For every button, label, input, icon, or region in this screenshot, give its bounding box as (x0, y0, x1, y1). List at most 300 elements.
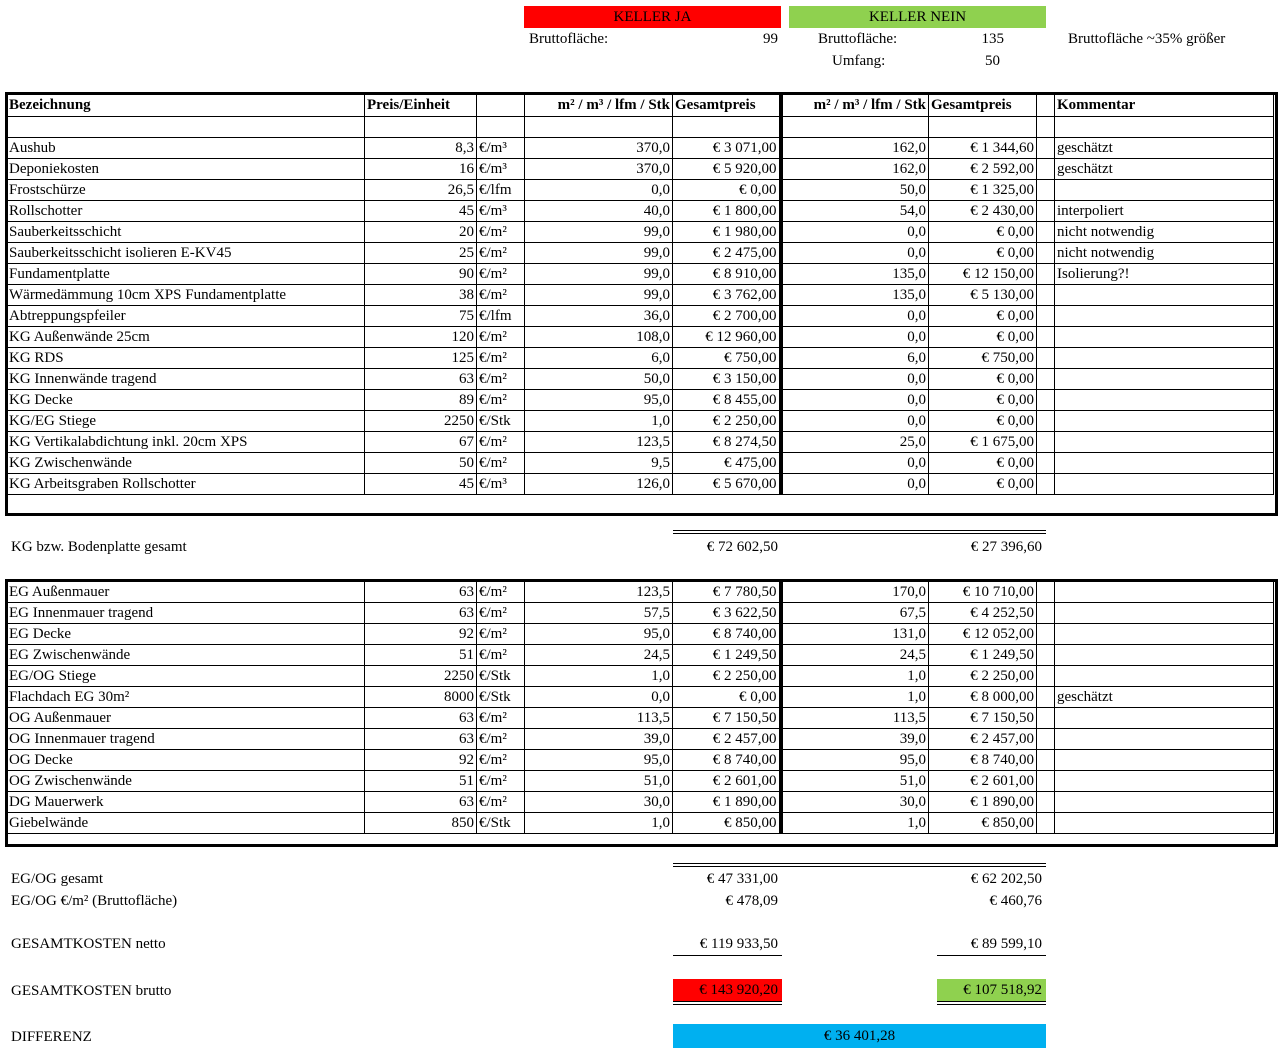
eg-cost-table (6, 581, 1274, 834)
cell-gesamt-nein: € 12 052,00 (929, 624, 1037, 645)
cell-unit: €/m² (477, 327, 525, 348)
cell-gesamt-nein: € 0,00 (929, 243, 1037, 264)
cell-gesamt-nein: € 0,00 (929, 327, 1037, 348)
cell-spacer (1037, 645, 1055, 666)
cell-menge-ja: 1,0 (525, 411, 673, 432)
cell-kommentar (1055, 453, 1274, 474)
cell-gesamt-ja: € 8 455,00 (673, 390, 781, 411)
brutto-label: GESAMTKOSTEN brutto (11, 983, 172, 999)
eg-per-m2-label: EG/OG €/m² (Bruttofläche) (11, 893, 178, 909)
cell-bezeichnung: Flachdach EG 30m² (7, 687, 365, 708)
table-row (7, 708, 1274, 729)
cell-gesamt-nein: € 850,00 (929, 813, 1037, 834)
table-row (7, 390, 1274, 411)
cell-preis: 90 (365, 264, 477, 285)
keller-nein-label: KELLER NEIN (868, 9, 967, 25)
differenz-label: DIFFERENZ (11, 1029, 92, 1045)
cell-bezeichnung: Sauberkeitsschicht isolieren E-KV45 (7, 243, 365, 264)
cell-gesamt-nein: € 2 430,00 (929, 201, 1037, 222)
cell-gesamt-ja: € 1 249,50 (673, 645, 781, 666)
cell-gesamt-nein: € 4 252,50 (929, 603, 1037, 624)
cell-menge-nein: 67,5 (781, 603, 929, 624)
cell-spacer (1037, 813, 1055, 834)
cell-preis: 51 (365, 645, 477, 666)
cell-gesamt-nein: € 2 250,00 (929, 666, 1037, 687)
cell-unit: €/m² (477, 285, 525, 306)
cell-menge-ja: 370,0 (525, 159, 673, 180)
nein-bruttoflaeche-label: Bruttofläche: (818, 31, 898, 47)
cell-bezeichnung: EG Decke (7, 624, 365, 645)
cell-unit: €/Stk (477, 813, 525, 834)
cell-menge-nein: 162,0 (781, 159, 929, 180)
cell-preis: 8,3 (365, 138, 477, 159)
cell-bezeichnung: Sauberkeitsschicht (7, 222, 365, 243)
cell-unit: €/m³ (477, 201, 525, 222)
cell-kommentar: Isolierung?! (1055, 264, 1274, 285)
cell-preis: 850 (365, 813, 477, 834)
table-row (7, 348, 1274, 369)
bruttoflaeche-note: Bruttofläche ~35% größer (1068, 31, 1226, 47)
cell-menge-ja: 0,0 (525, 180, 673, 201)
cell-gesamt-nein: € 8 740,00 (929, 750, 1037, 771)
cell-menge-ja: 9,5 (525, 453, 673, 474)
cell-gesamt-nein: € 0,00 (929, 222, 1037, 243)
cell-preis: 63 (365, 369, 477, 390)
cell-kommentar (1055, 792, 1274, 813)
cell-unit: €/m² (477, 348, 525, 369)
cell-kommentar (1055, 708, 1274, 729)
table-row (7, 624, 1274, 645)
cell-menge-nein: 39,0 (781, 729, 929, 750)
cell-menge-ja: 0,0 (525, 687, 673, 708)
cell-spacer (1037, 159, 1055, 180)
cell-gesamt-nein: € 12 150,00 (929, 264, 1037, 285)
table-row (7, 159, 1274, 180)
cell-kommentar (1055, 180, 1274, 201)
cell-preis: 16 (365, 159, 477, 180)
cell-preis: 92 (365, 624, 477, 645)
cell-menge-ja: 24,5 (525, 645, 673, 666)
cell-unit: €/m² (477, 390, 525, 411)
cell-kommentar: geschätzt (1055, 138, 1274, 159)
cell-bezeichnung: KG/EG Stiege (7, 411, 365, 432)
cell-kommentar: geschätzt (1055, 687, 1274, 708)
cell-gesamt-nein: € 0,00 (929, 369, 1037, 390)
cell-menge-nein: 30,0 (781, 792, 929, 813)
cell-gesamt-ja: € 850,00 (673, 813, 781, 834)
cell-preis: 125 (365, 348, 477, 369)
kg-total-nein: € 27 396,60 (970, 539, 1042, 555)
cell-kommentar (1055, 390, 1274, 411)
cell-kommentar: geschätzt (1055, 159, 1274, 180)
cell-menge-ja: 113,5 (525, 708, 673, 729)
cell-menge-nein: 54,0 (781, 201, 929, 222)
cell-menge-nein: 50,0 (781, 180, 929, 201)
cell-menge-nein: 0,0 (781, 306, 929, 327)
cell-spacer (1037, 306, 1055, 327)
cell-gesamt-ja: € 5 670,00 (673, 474, 781, 495)
keller-ja-header (524, 6, 781, 28)
cell-preis: 89 (365, 390, 477, 411)
cell-unit: €/m² (477, 432, 525, 453)
cell-bezeichnung: OG Außenmauer (7, 708, 365, 729)
cell-bezeichnung: OG Decke (7, 750, 365, 771)
cell-gesamt-ja: € 2 250,00 (673, 666, 781, 687)
cell-spacer (1037, 264, 1055, 285)
cell-preis: 120 (365, 327, 477, 348)
cell-unit: €/Stk (477, 666, 525, 687)
cell-menge-ja: 95,0 (525, 750, 673, 771)
cell-bezeichnung: KG Außenwände 25cm (7, 327, 365, 348)
cell-kommentar (1055, 369, 1274, 390)
cell-gesamt-ja: € 2 700,00 (673, 306, 781, 327)
table-row (7, 474, 1274, 495)
cell-spacer (1037, 369, 1055, 390)
differenz-value: € 36 401,28 (673, 1024, 1046, 1048)
cell-spacer (1037, 771, 1055, 792)
cell-spacer (1037, 138, 1055, 159)
cell-gesamt-ja: € 475,00 (673, 453, 781, 474)
cell-menge-nein: 170,0 (781, 582, 929, 603)
cell-menge-nein: 0,0 (781, 390, 929, 411)
cell-gesamt-ja: € 3 762,00 (673, 285, 781, 306)
cell-menge-ja: 40,0 (525, 201, 673, 222)
cell-kommentar (1055, 411, 1274, 432)
cell-gesamt-ja: € 750,00 (673, 348, 781, 369)
cell-bezeichnung: EG Zwischenwände (7, 645, 365, 666)
eg-total-ja: € 47 331,00 (706, 871, 778, 887)
table-row (7, 792, 1274, 813)
cell-menge-ja: 99,0 (525, 222, 673, 243)
table-row (7, 327, 1274, 348)
cell-menge-ja: 30,0 (525, 792, 673, 813)
cell-menge-nein: 113,5 (781, 708, 929, 729)
cell-gesamt-nein: € 0,00 (929, 306, 1037, 327)
cell-menge-ja: 57,5 (525, 603, 673, 624)
col-kommentar: Kommentar (1055, 94, 1274, 117)
cell-gesamt-ja: € 8 910,00 (673, 264, 781, 285)
cell-bezeichnung: OG Zwischenwände (7, 771, 365, 792)
cell-unit: €/m² (477, 708, 525, 729)
cell-menge-nein: 135,0 (781, 264, 929, 285)
table-row (7, 729, 1274, 750)
cell-gesamt-ja: € 7 780,50 (673, 582, 781, 603)
cell-gesamt-nein: € 1 344,60 (929, 138, 1037, 159)
cell-gesamt-nein: € 0,00 (929, 411, 1037, 432)
cell-preis: 92 (365, 750, 477, 771)
cell-gesamt-ja: € 1 890,00 (673, 792, 781, 813)
brutto-ja: € 143 920,20 (673, 979, 782, 1001)
cell-unit: €/m³ (477, 474, 525, 495)
cell-gesamt-ja: € 2 601,00 (673, 771, 781, 792)
cell-gesamt-ja: € 2 250,00 (673, 411, 781, 432)
kg-cost-table (6, 93, 1274, 495)
cell-menge-nein: 25,0 (781, 432, 929, 453)
cell-spacer (1037, 390, 1055, 411)
cell-menge-nein: 24,5 (781, 645, 929, 666)
cell-menge-nein: 162,0 (781, 138, 929, 159)
cell-kommentar (1055, 603, 1274, 624)
nein-umfang-label: Umfang: (832, 53, 886, 69)
cell-gesamt-ja: € 8 740,00 (673, 624, 781, 645)
cell-gesamt-nein: € 750,00 (929, 348, 1037, 369)
eg-total-label: EG/OG gesamt (11, 871, 104, 887)
cell-menge-nein: 1,0 (781, 813, 929, 834)
cell-bezeichnung: EG Außenmauer (7, 582, 365, 603)
cell-bezeichnung: Giebelwände (7, 813, 365, 834)
cell-unit: €/m² (477, 369, 525, 390)
cell-spacer (1037, 453, 1055, 474)
cell-spacer (1037, 222, 1055, 243)
eg-total-nein: € 62 202,50 (970, 871, 1042, 887)
table-header-row (7, 94, 1274, 117)
cell-gesamt-nein: € 8 000,00 (929, 687, 1037, 708)
cell-spacer (1037, 666, 1055, 687)
col-menge-ja: m² / m³ / lfm / Stk (525, 94, 673, 117)
cell-menge-ja: 39,0 (525, 729, 673, 750)
cell-bezeichnung: KG Vertikalabdichtung inkl. 20cm XPS (7, 432, 365, 453)
kg-total-ja: € 72 602,50 (706, 539, 778, 555)
cell-bezeichnung: Deponiekosten (7, 159, 365, 180)
col-unit (477, 94, 525, 117)
nein-bruttoflaeche-value: 135 (981, 31, 1004, 47)
netto-ja-rule (673, 955, 782, 956)
cell-gesamt-nein: € 1 249,50 (929, 645, 1037, 666)
cell-unit: €/m² (477, 222, 525, 243)
table-row (7, 582, 1274, 603)
cell-gesamt-nein: € 2 457,00 (929, 729, 1037, 750)
cell-gesamt-ja: € 3 071,00 (673, 138, 781, 159)
netto-nein: € 89 599,10 (970, 936, 1042, 952)
cell-gesamt-ja: € 1 980,00 (673, 222, 781, 243)
cell-kommentar (1055, 327, 1274, 348)
cell-gesamt-nein: € 0,00 (929, 390, 1037, 411)
cell-kommentar (1055, 285, 1274, 306)
cell-unit: €/Stk (477, 687, 525, 708)
cell-unit: €/m³ (477, 159, 525, 180)
cell-menge-nein: 0,0 (781, 222, 929, 243)
cell-kommentar (1055, 666, 1274, 687)
cell-bezeichnung: Abtreppungspfeiler (7, 306, 365, 327)
table-row (7, 687, 1274, 708)
cell-bezeichnung: KG Innenwände tragend (7, 369, 365, 390)
table-row (7, 603, 1274, 624)
cell-preis: 63 (365, 708, 477, 729)
cell-bezeichnung: KG RDS (7, 348, 365, 369)
cell-preis: 51 (365, 771, 477, 792)
table-row (7, 243, 1274, 264)
cell-gesamt-ja: € 2 457,00 (673, 729, 781, 750)
cell-menge-nein: 6,0 (781, 348, 929, 369)
cell-kommentar (1055, 474, 1274, 495)
cell-menge-nein: 0,0 (781, 243, 929, 264)
table-row (7, 411, 1274, 432)
cell-spacer (1037, 750, 1055, 771)
cell-bezeichnung: KG Zwischenwände (7, 453, 365, 474)
cell-spacer (1037, 687, 1055, 708)
cell-menge-nein: 0,0 (781, 411, 929, 432)
cell-kommentar (1055, 729, 1274, 750)
cell-unit: €/m² (477, 729, 525, 750)
cell-kommentar (1055, 645, 1274, 666)
cell-preis: 25 (365, 243, 477, 264)
cell-bezeichnung: EG Innenmauer tragend (7, 603, 365, 624)
cell-gesamt-nein: € 5 130,00 (929, 285, 1037, 306)
cell-menge-ja: 99,0 (525, 264, 673, 285)
cell-gesamt-nein: € 1 675,00 (929, 432, 1037, 453)
cell-bezeichnung: Frostschürze (7, 180, 365, 201)
cell-bezeichnung: Aushub (7, 138, 365, 159)
cell-spacer (1037, 285, 1055, 306)
table-row (7, 138, 1274, 159)
cell-preis: 45 (365, 474, 477, 495)
ja-bruttoflaeche-label: Bruttofläche: (529, 31, 609, 47)
cell-preis: 63 (365, 582, 477, 603)
brutto-nein: € 107 518,92 (937, 979, 1046, 1001)
cell-gesamt-ja: € 7 150,50 (673, 708, 781, 729)
keller-ja-label: KELLER JA (613, 9, 692, 25)
cell-unit: €/m² (477, 750, 525, 771)
cell-spacer (1037, 201, 1055, 222)
col-gesamt-nein: Gesamtpreis (929, 94, 1037, 117)
cell-menge-nein: 0,0 (781, 327, 929, 348)
cell-spacer (1037, 348, 1055, 369)
col-preis: Preis/Einheit (365, 94, 477, 117)
cell-menge-nein: 131,0 (781, 624, 929, 645)
cell-preis: 63 (365, 792, 477, 813)
cell-gesamt-nein: € 2 601,00 (929, 771, 1037, 792)
cell-gesamt-nein: € 7 150,50 (929, 708, 1037, 729)
netto-nein-rule (937, 955, 1046, 956)
netto-ja: € 119 933,50 (699, 936, 778, 952)
cell-gesamt-ja: € 2 475,00 (673, 243, 781, 264)
cell-unit: €/m² (477, 243, 525, 264)
col-gesamt-ja: Gesamtpreis (673, 94, 781, 117)
cell-menge-ja: 108,0 (525, 327, 673, 348)
cell-spacer (1037, 603, 1055, 624)
brutto-ja-rule (673, 1001, 782, 1005)
cell-bezeichnung: Wärmedämmung 10cm XPS Fundamentplatte (7, 285, 365, 306)
cell-gesamt-ja: € 3 622,50 (673, 603, 781, 624)
cell-preis: 75 (365, 306, 477, 327)
cell-gesamt-nein: € 0,00 (929, 453, 1037, 474)
cell-menge-ja: 36,0 (525, 306, 673, 327)
cell-unit: €/Stk (477, 411, 525, 432)
cell-bezeichnung: OG Innenmauer tragend (7, 729, 365, 750)
cell-unit: €/lfm (477, 180, 525, 201)
cell-menge-nein: 51,0 (781, 771, 929, 792)
cell-preis: 63 (365, 603, 477, 624)
cell-gesamt-ja: € 12 960,00 (673, 327, 781, 348)
table-row (7, 180, 1274, 201)
cell-unit: €/m² (477, 645, 525, 666)
cell-gesamt-nein: € 2 592,00 (929, 159, 1037, 180)
cell-menge-nein: 0,0 (781, 474, 929, 495)
cell-menge-ja: 123,5 (525, 432, 673, 453)
table-row (7, 285, 1274, 306)
cell-kommentar (1055, 624, 1274, 645)
col-menge-nein: m² / m³ / lfm / Stk (781, 94, 929, 117)
cell-menge-nein: 0,0 (781, 453, 929, 474)
cell-preis: 2250 (365, 666, 477, 687)
cell-kommentar (1055, 432, 1274, 453)
cell-bezeichnung: DG Mauerwerk (7, 792, 365, 813)
cell-gesamt-ja: € 1 800,00 (673, 201, 781, 222)
cell-spacer (1037, 708, 1055, 729)
cell-spacer (1037, 729, 1055, 750)
cell-menge-ja: 1,0 (525, 813, 673, 834)
cell-preis: 67 (365, 432, 477, 453)
cell-menge-ja: 50,0 (525, 369, 673, 390)
cell-gesamt-nein: € 0,00 (929, 474, 1037, 495)
cell-spacer (1037, 624, 1055, 645)
cell-spacer (1037, 432, 1055, 453)
cell-menge-nein: 1,0 (781, 666, 929, 687)
cell-spacer (1037, 792, 1055, 813)
cell-spacer (1037, 411, 1055, 432)
cell-bezeichnung: Rollschotter (7, 201, 365, 222)
cell-spacer (1037, 180, 1055, 201)
cell-kommentar (1055, 771, 1274, 792)
nein-umfang-value: 50 (985, 53, 1000, 69)
cell-menge-nein: 0,0 (781, 369, 929, 390)
cell-spacer (1037, 474, 1055, 495)
table-row (7, 264, 1274, 285)
cell-preis: 50 (365, 453, 477, 474)
cell-spacer (1037, 243, 1055, 264)
col-bezeichnung: Bezeichnung (7, 94, 365, 117)
col-spacer (1037, 94, 1055, 117)
cell-menge-ja: 99,0 (525, 285, 673, 306)
table-row (7, 666, 1274, 687)
cell-bezeichnung: KG Decke (7, 390, 365, 411)
table-empty-row (7, 117, 1274, 138)
cell-gesamt-ja: € 5 920,00 (673, 159, 781, 180)
cell-kommentar (1055, 348, 1274, 369)
cell-gesamt-ja: € 3 150,00 (673, 369, 781, 390)
table-row (7, 306, 1274, 327)
cell-menge-ja: 99,0 (525, 243, 673, 264)
cell-preis: 20 (365, 222, 477, 243)
cell-gesamt-nein: € 1 325,00 (929, 180, 1037, 201)
cell-gesamt-nein: € 10 710,00 (929, 582, 1037, 603)
cell-menge-ja: 95,0 (525, 624, 673, 645)
cell-preis: 38 (365, 285, 477, 306)
cell-bezeichnung: EG/OG Stiege (7, 666, 365, 687)
cell-preis: 26,5 (365, 180, 477, 201)
brutto-nein-rule (937, 1001, 1046, 1005)
kg-total-label: KG bzw. Bodenplatte gesamt (11, 539, 187, 555)
cell-menge-nein: 95,0 (781, 750, 929, 771)
table-row (7, 432, 1274, 453)
cell-menge-nein: 135,0 (781, 285, 929, 306)
cell-preis: 8000 (365, 687, 477, 708)
cell-menge-ja: 126,0 (525, 474, 673, 495)
cell-menge-ja: 95,0 (525, 390, 673, 411)
cell-menge-ja: 370,0 (525, 138, 673, 159)
ja-bruttoflaeche-value: 99 (763, 31, 778, 47)
cell-menge-nein: 1,0 (781, 687, 929, 708)
cell-bezeichnung: Fundamentplatte (7, 264, 365, 285)
table-row (7, 771, 1274, 792)
table-row (7, 750, 1274, 771)
cell-unit: €/m² (477, 453, 525, 474)
cell-unit: €/m² (477, 603, 525, 624)
cell-preis: 2250 (365, 411, 477, 432)
cell-spacer (1037, 327, 1055, 348)
keller-nein-header (789, 6, 1046, 28)
cell-gesamt-nein: € 1 890,00 (929, 792, 1037, 813)
